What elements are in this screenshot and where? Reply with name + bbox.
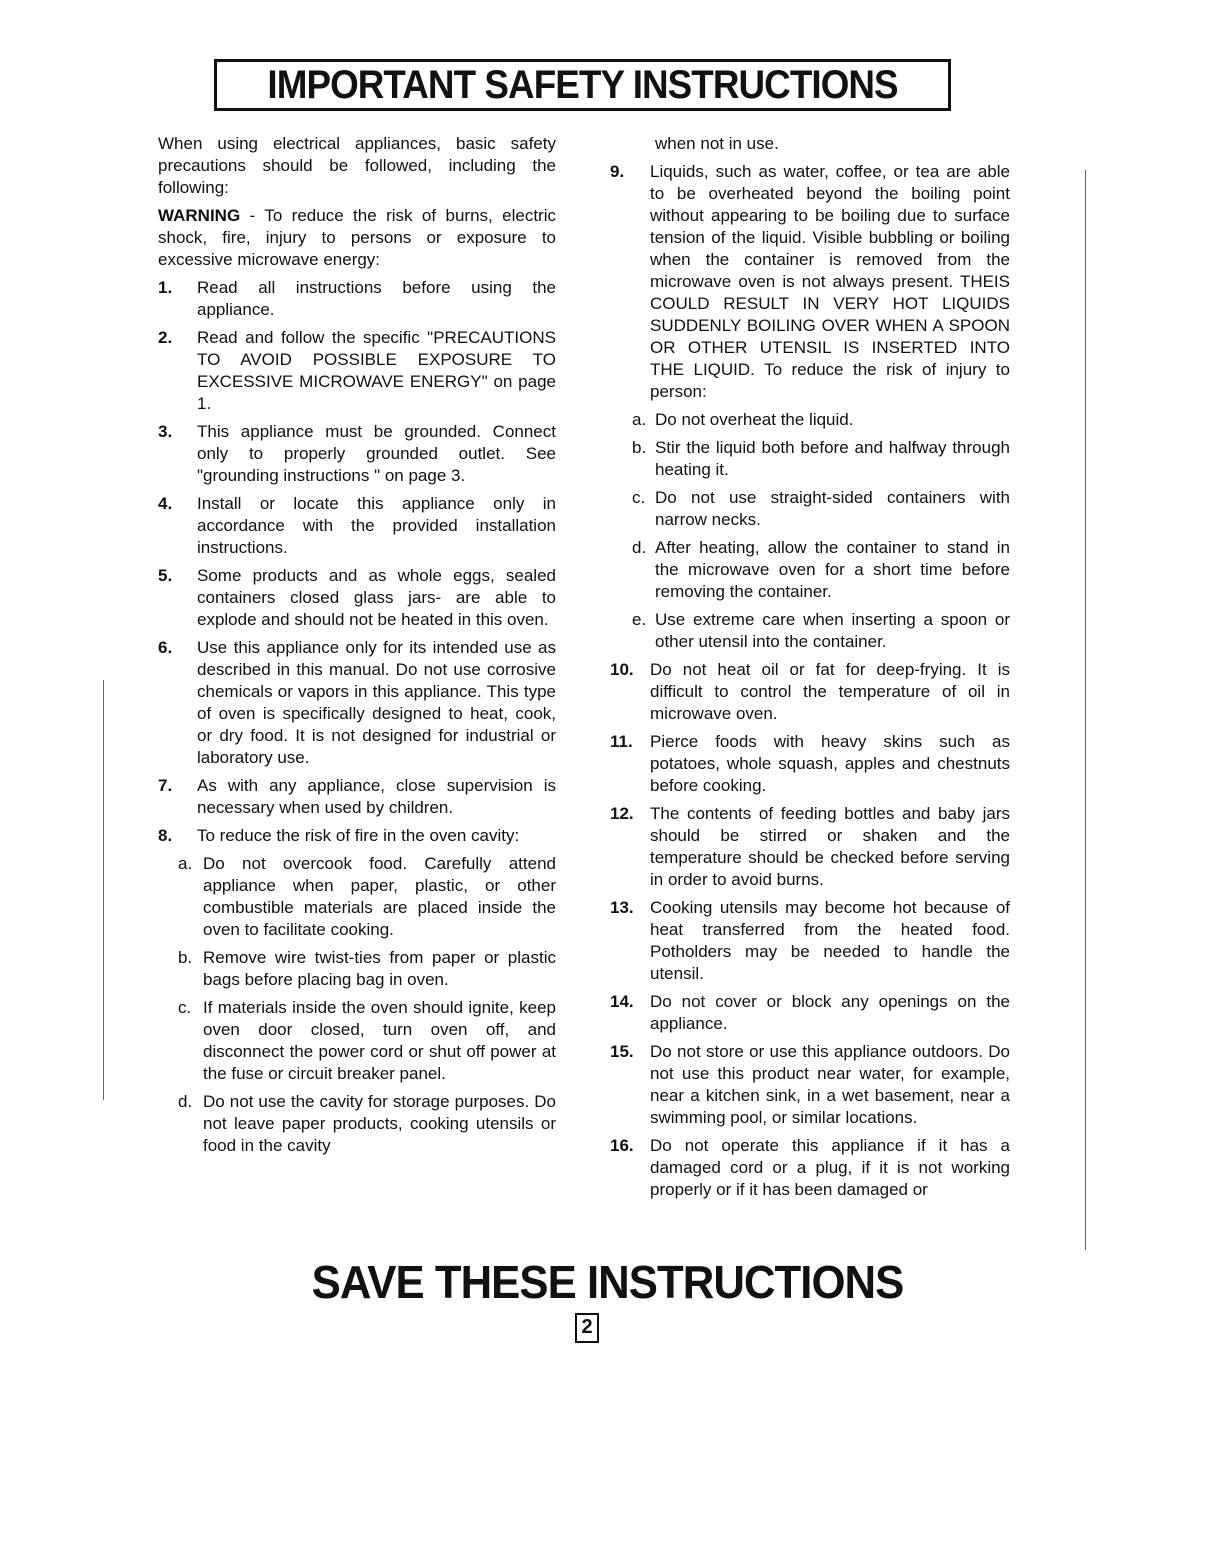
sub-item: [610, 437, 1010, 481]
item-text: Install or locate this appliance only in accordance with the provided installation instructions.: [197, 494, 556, 557]
item-text: Read all instructions before using the appliance.: [197, 278, 556, 319]
item-text: Do not store or use this appliance outdoors. Do not use this product near water, for example, near a kitchen sink, in a wet basement, near a swimming pool, or similar locations.: [650, 1042, 1010, 1127]
sub-text: Do not use straight-sided containers with narrow necks.: [655, 488, 1010, 529]
footer-heading: SAVE THESE INSTRUCTIONS: [311, 1256, 904, 1308]
item-number: 11.: [610, 732, 633, 751]
item-number: 16.: [610, 1136, 634, 1155]
list-item: [610, 991, 1010, 1035]
item-number: 3.: [158, 422, 173, 441]
item-text: Read and follow the specific "PRECAUTIONS TO AVOID POSSIBLE EXPOSURE TO EXCESSIVE MICROWAVE ENERGY" on page 1.: [197, 328, 556, 413]
title-box: [214, 59, 951, 111]
list-item: [610, 897, 1010, 985]
item-number: 10.: [610, 660, 634, 679]
sub-letter: c.: [178, 998, 192, 1017]
sub-text: After heating, allow the container to stand in the microwave oven for a short time before removing the container.: [655, 538, 1010, 601]
list-item: [610, 1135, 1010, 1201]
item-text: Do not heat oil or fat for deep-frying. It is difficult to control the temperature of oil in microwave oven.: [650, 660, 1010, 723]
item-text: Liquids, such as water, coffee, or tea are able to be overheated beyond the boiling point without appearing to be boiling due to surface tension of the liquid. Visible bubbling or boiling when the container is removed from the microwave oven is not always present. THEIS COULD RESULT IN VERY HOT LIQUIDS SUDDENLY BOILING OVER WHEN A SPOON OR OTHER UTENSIL IS INSERTED INTO THE LIQUID. To reduce the risk of injury to person:: [650, 162, 1010, 401]
sub-letter: c.: [632, 488, 646, 507]
list-item: [158, 493, 556, 559]
sub-text: Use extreme care when inserting a spoon or other utensil into the container.: [655, 610, 1010, 651]
item-text: Some products and as whole eggs, sealed containers closed glass jars- are able to explode and should not be heated in this oven.: [197, 566, 556, 629]
item-text: Cooking utensils may become hot because of heat transferred from the heated food. Potholders may be needed to handle the utensil.: [650, 898, 1010, 983]
warning-label: WARNING: [158, 206, 241, 225]
continued-text: when not in use.: [655, 134, 779, 153]
list-item: [158, 775, 556, 819]
sub-item: [610, 609, 1010, 653]
item-number: 12.: [610, 804, 634, 823]
item-text: Do not cover or block any openings on the appliance.: [650, 992, 1010, 1033]
intro-paragraph: When using electrical appliances, basic safety precautions should be followed, including the following:: [158, 134, 556, 197]
sub-text: If materials inside the oven should ignite, keep oven door closed, turn oven off, and disconnect the power cord or shut off power at the fuse or circuit breaker panel.: [203, 998, 556, 1083]
sub-item: [610, 487, 1010, 531]
warning-text: - To reduce the risk of burns, electric shock, fire, injury to persons or exposure to excessive microwave energy:: [158, 206, 556, 269]
sub-item: [158, 853, 556, 941]
list-item: [158, 327, 556, 415]
sub-text: Remove wire twist-ties from paper or plastic bags before placing bag in oven.: [203, 948, 556, 989]
list-item: [610, 1041, 1010, 1129]
sub-letter: b.: [632, 438, 647, 457]
list-item: [610, 161, 1010, 403]
scan-line-right: [1085, 170, 1086, 1250]
item-text: Pierce foods with heavy skins such as potatoes, whole squash, apples and chestnuts before cooking.: [650, 732, 1010, 795]
list-item: [610, 659, 1010, 725]
sub-text: Do not use the cavity for storage purposes. Do not leave paper products, cooking utensils or food in the cavity: [203, 1092, 556, 1155]
item-text: Use this appliance only for its intended use as described in this manual. Do not use corrosive chemicals or vapors in this appliance. This type of oven is specifically designed to heat, cook, or dry food. It is not designed for industrial or laboratory use.: [197, 638, 556, 767]
item-number: 8.: [158, 826, 173, 845]
sub-letter: e.: [632, 610, 647, 629]
list-item: [158, 825, 556, 847]
sub-item: [610, 537, 1010, 603]
item-text: As with any appliance, close supervision is necessary when used by children.: [197, 776, 556, 817]
warning-paragraph: [158, 205, 556, 271]
sub-item: [158, 947, 556, 991]
sub-text: Do not overheat the liquid.: [655, 410, 854, 429]
sub-letter: a.: [178, 854, 193, 873]
sub-item: [158, 1091, 556, 1157]
item-number: 14.: [610, 992, 634, 1011]
item-number: 7.: [158, 776, 173, 795]
left-column: [158, 133, 556, 1163]
sub-item: [610, 409, 1010, 431]
item-number: 1.: [158, 278, 173, 297]
scan-line-left: [103, 680, 104, 1100]
page-title: IMPORTANT SAFETY INSTRUCTIONS: [267, 62, 898, 107]
sub-text: Stir the liquid both before and halfway through heating it.: [655, 438, 1010, 479]
item-number: 4.: [158, 494, 173, 513]
item-number: 9.: [610, 162, 625, 181]
item-number: 15.: [610, 1042, 634, 1061]
sub-item: [158, 997, 556, 1085]
list-item: [158, 421, 556, 487]
item-number: 2.: [158, 328, 173, 347]
list-item: [610, 803, 1010, 891]
item-text: The contents of feeding bottles and baby jars should be stirred or shaken and the temperature should be checked before serving in order to avoid burns.: [650, 804, 1010, 889]
item-text: To reduce the risk of fire in the oven cavity:: [197, 826, 520, 845]
list-item: [158, 637, 556, 769]
sub-text: Do not overcook food. Carefully attend appliance when paper, plastic, or other combustible materials are placed inside the oven to facilitate cooking.: [203, 854, 556, 939]
item-number: 6.: [158, 638, 173, 657]
list-item: [158, 565, 556, 631]
sub-letter: a.: [632, 410, 647, 429]
page-number: 2: [575, 1313, 599, 1343]
list-item: [158, 277, 556, 321]
list-item: [610, 731, 1010, 797]
item-number: 5.: [158, 566, 173, 585]
item-text: This appliance must be grounded. Connect only to properly grounded outlet. See "grounding instructions " on page 3.: [197, 422, 556, 485]
item-text: Do not operate this appliance if it has a damaged cord or a plug, if it is not working properly or if it has been damaged or: [650, 1136, 1010, 1199]
right-column: [610, 133, 1010, 1207]
sub-letter: d.: [178, 1092, 193, 1111]
sub-letter: d.: [632, 538, 647, 557]
sub-letter: b.: [178, 948, 193, 967]
item-number: 13.: [610, 898, 634, 917]
